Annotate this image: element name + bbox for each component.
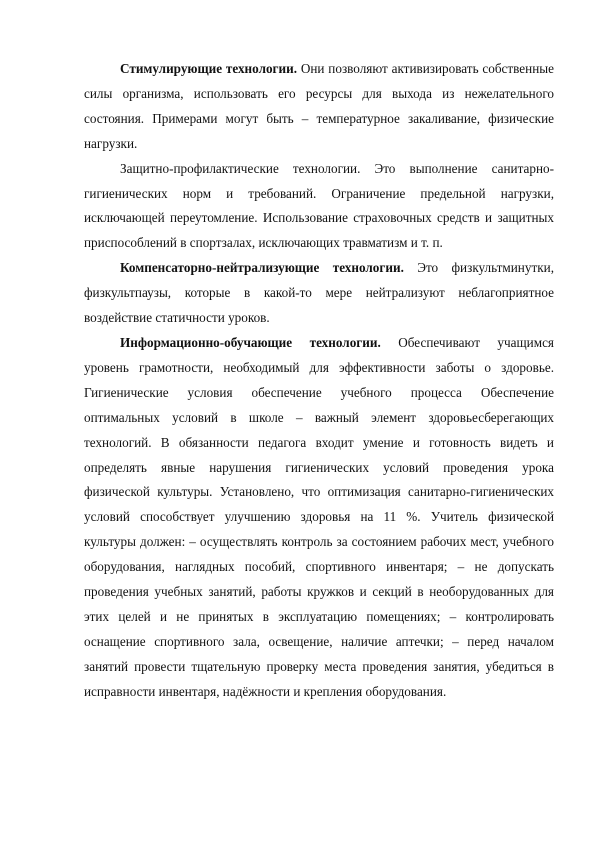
paragraph-term: Компенсаторно-нейтрализующие технологии. (120, 260, 404, 276)
paragraph-term: Стимулирующие технологии. (120, 61, 298, 76)
paragraph-compensatory-technologies (84, 256, 554, 331)
paragraph-text: Это физкультминутки, физкультпаузы, которые в какой-то мере нейтрализуют неблагоприятное воздействие статичности уроков. (84, 260, 554, 326)
paragraph-text: Защитно-профилактические технологии. Это выполнение санитарно-гигиенических норм и требований. Ограничение предельной нагрузки, исключающей переутомление. Использование страховочных средств и защитных приспособлений в спортзалах, исключающих травматизм и т. п. (84, 160, 554, 251)
paragraph-stimulating-technologies (84, 57, 554, 157)
paragraph-informational-technologies (84, 331, 554, 705)
paragraph-term: Информационно-обучающие технологии. (120, 334, 381, 350)
paragraph-text: Обеспечивают учащимся уровень грамотности, необходимый для эффективности заботы о здоровье. Гигиенические условия обеспечение учебного процесса Обеспечение оптимальных условий в школе – важный элемент здоровьесберегающих технологий. В обязанности педагога входит умение и готовность видеть и определять явные нарушения гигиенических условий проведения урока физической культуры. Установлено, что оптимизация санитарно-гигиенических условий способствует улучшению здоровья на 11 %. Учитель физической культуры должен: – осуществлять контроль за состоянием рабочих мест, учебного оборудования, наглядных пособий, спортивного инвентаря; – не допускать проведения учебных занятий, работы кружков и секций в необорудованных для этих целей и не принятых в эксплуатацию помещениях; – контролировать оснащение спортивного зала, освещение, наличие аптечки; – перед началом занятий провести тщательную проверку места проведения занятия, убедиться в исправности инвентаря, надёжности и крепления оборудования. (84, 334, 554, 699)
document-page (84, 57, 554, 705)
paragraph-protective-technologies (84, 157, 554, 257)
paragraph-text: Они позволяют активизировать собственные силы организма, использовать его ресурсы для выхода из нежелательного состояния. Примерами могут быть – температурное закаливание, физические нагрузки. (84, 61, 554, 151)
